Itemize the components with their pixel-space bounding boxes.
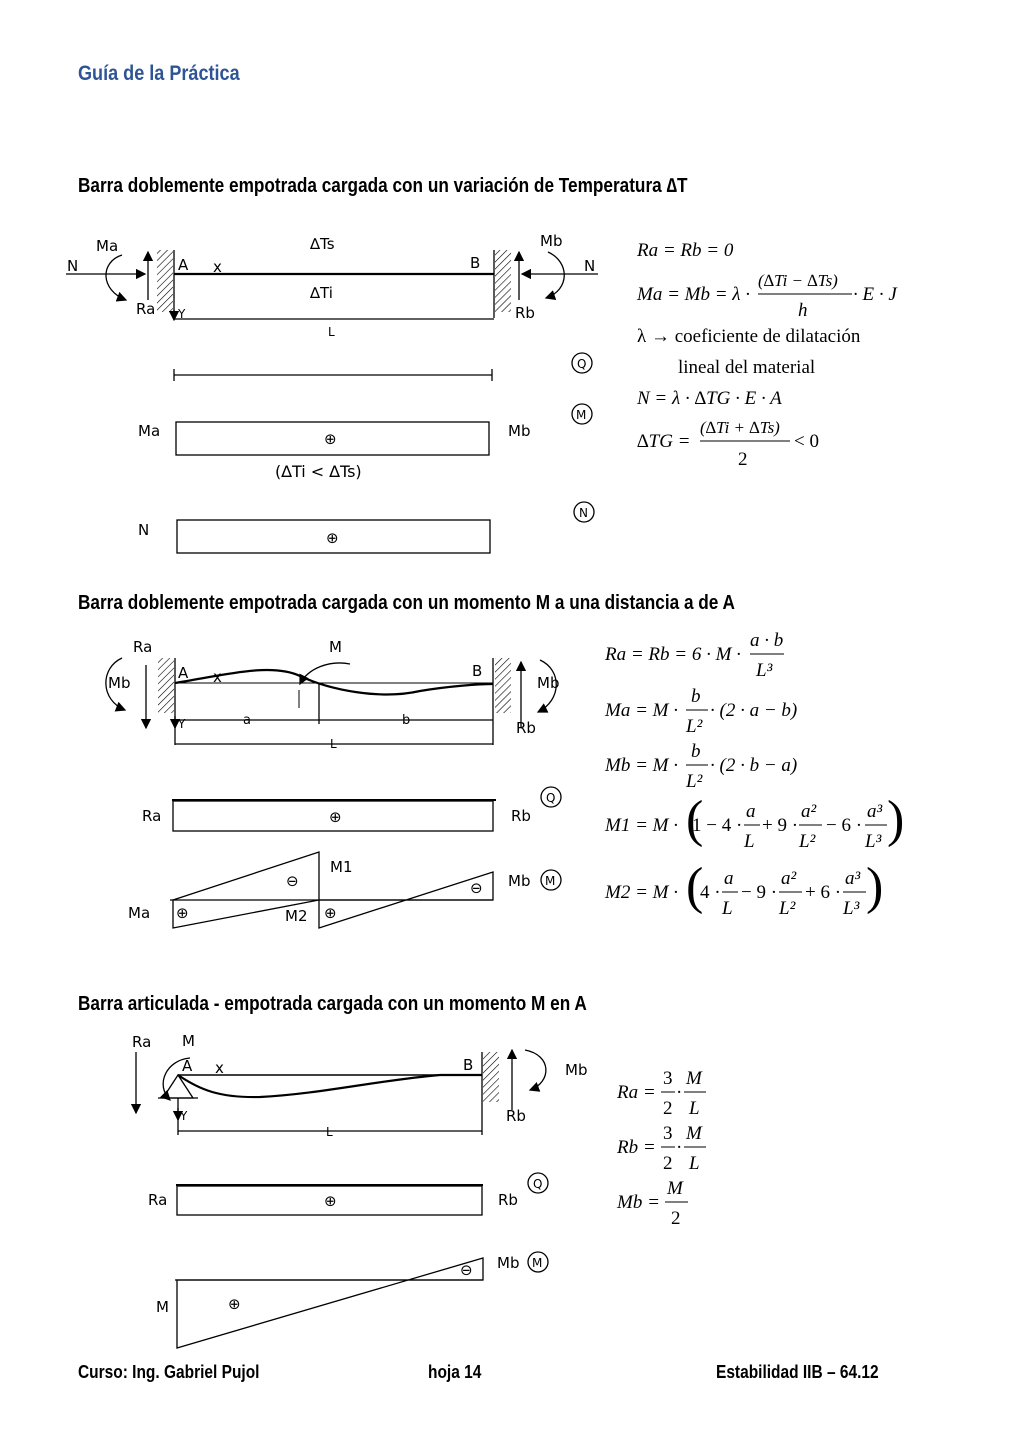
f3-2-lhs: Rb = <box>617 1137 656 1158</box>
label-m1: M1 <box>330 858 353 876</box>
f3-1-d2: L <box>689 1098 700 1119</box>
fixed-support-right <box>495 658 511 713</box>
sign-plus-q: ⊕ <box>324 1192 337 1210</box>
f3-2-dot: · <box>676 1137 683 1158</box>
label-rb: Rb <box>506 1107 526 1125</box>
f2-5-b: − 9 · <box>741 882 778 903</box>
f2-2-rhs: · (2 · a − b) <box>710 700 798 721</box>
formula-dtg-rhs: < 0 <box>794 431 819 452</box>
label-a: A <box>178 256 189 274</box>
paren-close: ) <box>887 791 905 848</box>
formula-ma-num: (∆Ti − ∆Ts) <box>758 271 838 290</box>
sign-plus-1: ⊕ <box>176 904 189 922</box>
label-rb: Rb <box>515 304 535 322</box>
label-rb-q: Rb <box>511 807 531 825</box>
f2-2-num: b <box>691 686 701 707</box>
label-l: L <box>326 1125 333 1139</box>
label-a: A <box>178 664 189 682</box>
formulas-moment-at-a <box>604 630 904 919</box>
label-a: A <box>182 1057 193 1075</box>
fixed-support-right <box>483 1052 499 1102</box>
label-rb: Rb <box>516 719 536 737</box>
f2-4-d3: L³ <box>865 831 882 852</box>
f2-5-n1: a <box>724 868 734 889</box>
f2-1-num: a · b <box>750 630 784 651</box>
f2-5-d3: L³ <box>843 898 860 919</box>
label-n-diag: N <box>138 521 150 539</box>
f2-5-n3: a³ <box>845 868 861 889</box>
f3-3-n: M <box>667 1178 683 1199</box>
circle-m: M <box>576 408 587 422</box>
diagram-temperature <box>66 232 598 553</box>
f3-1-dot: · <box>676 1082 683 1103</box>
fixed-support-left <box>158 658 174 713</box>
circle-q: Q <box>533 1177 543 1191</box>
label-n-right: N <box>584 257 596 275</box>
f2-2-den: L² <box>686 716 703 737</box>
footer-course: Curso: Ing. Gabriel Pujol <box>78 1362 260 1382</box>
sign-plus-m: ⊕ <box>228 1295 241 1313</box>
f2-5-d1: L <box>722 898 733 919</box>
label-mb-right: Mb <box>537 674 560 692</box>
paren-open-2: ( <box>686 858 704 915</box>
circle-n: N <box>579 506 588 520</box>
sign-plus-m: ⊕ <box>324 430 337 448</box>
label-ra: Ra <box>136 300 156 318</box>
f2-5-n2: a² <box>781 868 797 889</box>
label-mb: Mb <box>540 232 563 250</box>
section-title-articulated: Barra articulada - empotrada cargada con un momento M en A <box>78 993 587 1015</box>
footer-page: hoja 14 <box>428 1362 482 1382</box>
label-dti: ∆Ti <box>310 284 333 302</box>
f3-1-d1: 2 <box>663 1098 673 1119</box>
label-mb-diag: Mb <box>508 422 531 440</box>
page-header: Guía de la Práctica <box>78 62 240 85</box>
label-rb-q: Rb <box>498 1191 518 1209</box>
circle-m: M <box>532 1256 543 1270</box>
label-l: L <box>328 325 335 339</box>
formula-ra-rb: Ra = Rb = 0 <box>637 240 734 261</box>
f2-4-n1: a <box>746 801 756 822</box>
sign-minus-1: ⊖ <box>286 872 299 890</box>
label-ra-q: Ra <box>148 1191 168 1209</box>
circle-m: M <box>545 874 556 888</box>
f3-2-n1: 3 <box>663 1123 673 1144</box>
diagram-articulated <box>132 1032 587 1348</box>
sign-plus-n: ⊕ <box>326 529 339 547</box>
f2-4-n2: a² <box>801 801 817 822</box>
label-b: B <box>472 662 483 680</box>
sign-plus-2: ⊕ <box>324 904 337 922</box>
formula-ma-lhs: Ma = Mb = λ · <box>637 284 751 305</box>
section-title-moment-at-a: Barra doblemente empotrada cargada con un momento M a una distancia a de A <box>78 592 735 614</box>
label-b: B <box>463 1056 474 1074</box>
f3-2-d2: L <box>689 1153 700 1174</box>
f2-2-lhs: Ma = M · <box>605 700 678 721</box>
formulas-temperature <box>636 240 898 470</box>
label-y: Y <box>178 307 186 321</box>
f2-3-rhs: · (2 · b − a) <box>710 755 798 776</box>
f3-1-lhs: Ra = <box>617 1082 656 1103</box>
label-ra-q: Ra <box>142 807 162 825</box>
diagram-moment-at-a <box>106 638 561 928</box>
label-b: B <box>470 254 481 272</box>
f2-4-d2: L² <box>799 831 816 852</box>
f2-4-d1: L <box>744 831 755 852</box>
f2-3-num: b <box>691 741 701 762</box>
formula-lambda: λ → coeficiente de dilatación <box>637 326 861 347</box>
label-ma: Ma <box>96 237 119 255</box>
sign-minus-m: ⊖ <box>460 1261 473 1279</box>
label-ra: Ra <box>132 1033 152 1051</box>
formula-ma-den: h <box>798 300 808 321</box>
label-mb-left: Mb <box>108 674 131 692</box>
label-mb: Mb <box>565 1061 588 1079</box>
formula-n: N = λ · ∆TG · E · A <box>637 388 782 409</box>
formula-dtg-lhs: ∆TG = <box>637 431 691 452</box>
f2-3-lhs: Mb = M · <box>605 755 678 776</box>
fixed-support-left <box>157 250 173 312</box>
label-y: Y <box>180 1109 188 1123</box>
deflected-shape <box>178 1075 482 1097</box>
formula-dtg-den: 2 <box>738 449 748 470</box>
f2-1-den: L³ <box>756 660 773 681</box>
label-x: x <box>213 258 222 276</box>
f2-4-a: 1 − 4 · <box>692 815 743 836</box>
f2-5-a: 4 · <box>700 882 721 903</box>
f3-3-d: 2 <box>671 1208 681 1229</box>
label-dim-b: b <box>402 713 411 728</box>
f2-1-lhs: Ra = Rb = 6 · M · <box>605 644 741 665</box>
label-ma: Ma <box>128 904 151 922</box>
label-l: L <box>330 737 337 751</box>
formula-ma-rhs: · E · J <box>853 284 897 305</box>
f2-4-b: + 9 · <box>762 815 799 836</box>
footer-subject: Estabilidad IIB – 64.12 <box>716 1362 879 1382</box>
paren-close-2: ) <box>866 858 884 915</box>
formula-dtg-num: (∆Ti + ∆Ts) <box>700 418 780 437</box>
label-m-diag: M <box>156 1298 169 1316</box>
sign-minus-2: ⊖ <box>470 879 483 897</box>
label-dim-a: a <box>243 713 251 728</box>
circle-q: Q <box>577 357 587 371</box>
formula-lambda-2: lineal del material <box>678 357 816 378</box>
f2-5-lhs: M2 = M · <box>605 882 678 903</box>
f2-3-den: L² <box>686 771 703 792</box>
f3-1-n2: M <box>686 1068 702 1089</box>
label-mb-m: Mb <box>508 872 531 890</box>
moment-diagram <box>177 1258 483 1348</box>
f3-3-lhs: Mb = <box>617 1192 660 1213</box>
pin-support <box>163 1075 193 1098</box>
formulas-articulated <box>616 1068 706 1229</box>
temp-condition: (∆Ti < ∆Ts) <box>275 462 362 481</box>
f2-5-c: + 6 · <box>805 882 842 903</box>
paren-open: ( <box>686 791 704 848</box>
circle-q: Q <box>546 791 556 805</box>
f2-5-d2: L² <box>779 898 796 919</box>
deflected-shape <box>175 670 493 694</box>
f2-4-n3: a³ <box>867 801 883 822</box>
label-x: x <box>215 1059 224 1077</box>
f3-2-d1: 2 <box>663 1153 673 1174</box>
f3-1-n1: 3 <box>663 1068 673 1089</box>
label-y: Y <box>178 717 186 731</box>
moment-triangle-2 <box>319 872 493 928</box>
label-m: M <box>182 1032 195 1050</box>
label-dts: ∆Ts <box>310 235 335 253</box>
label-m: M <box>329 638 342 656</box>
fixed-support-right <box>495 250 511 312</box>
f2-4-lhs: M1 = M · <box>605 815 678 836</box>
f2-4-c: − 6 · <box>826 815 863 836</box>
label-ra: Ra <box>133 638 153 656</box>
section-title-temperature: Barra doblemente empotrada cargada con un variación de Temperatura ∆T <box>78 175 688 197</box>
label-ma-diag: Ma <box>138 422 161 440</box>
label-x: x <box>213 668 222 686</box>
label-n-left: N <box>67 257 79 275</box>
sign-plus-q: ⊕ <box>329 808 342 826</box>
label-mb-m: Mb <box>497 1254 520 1272</box>
f3-2-n2: M <box>686 1123 702 1144</box>
label-m2: M2 <box>285 907 308 925</box>
